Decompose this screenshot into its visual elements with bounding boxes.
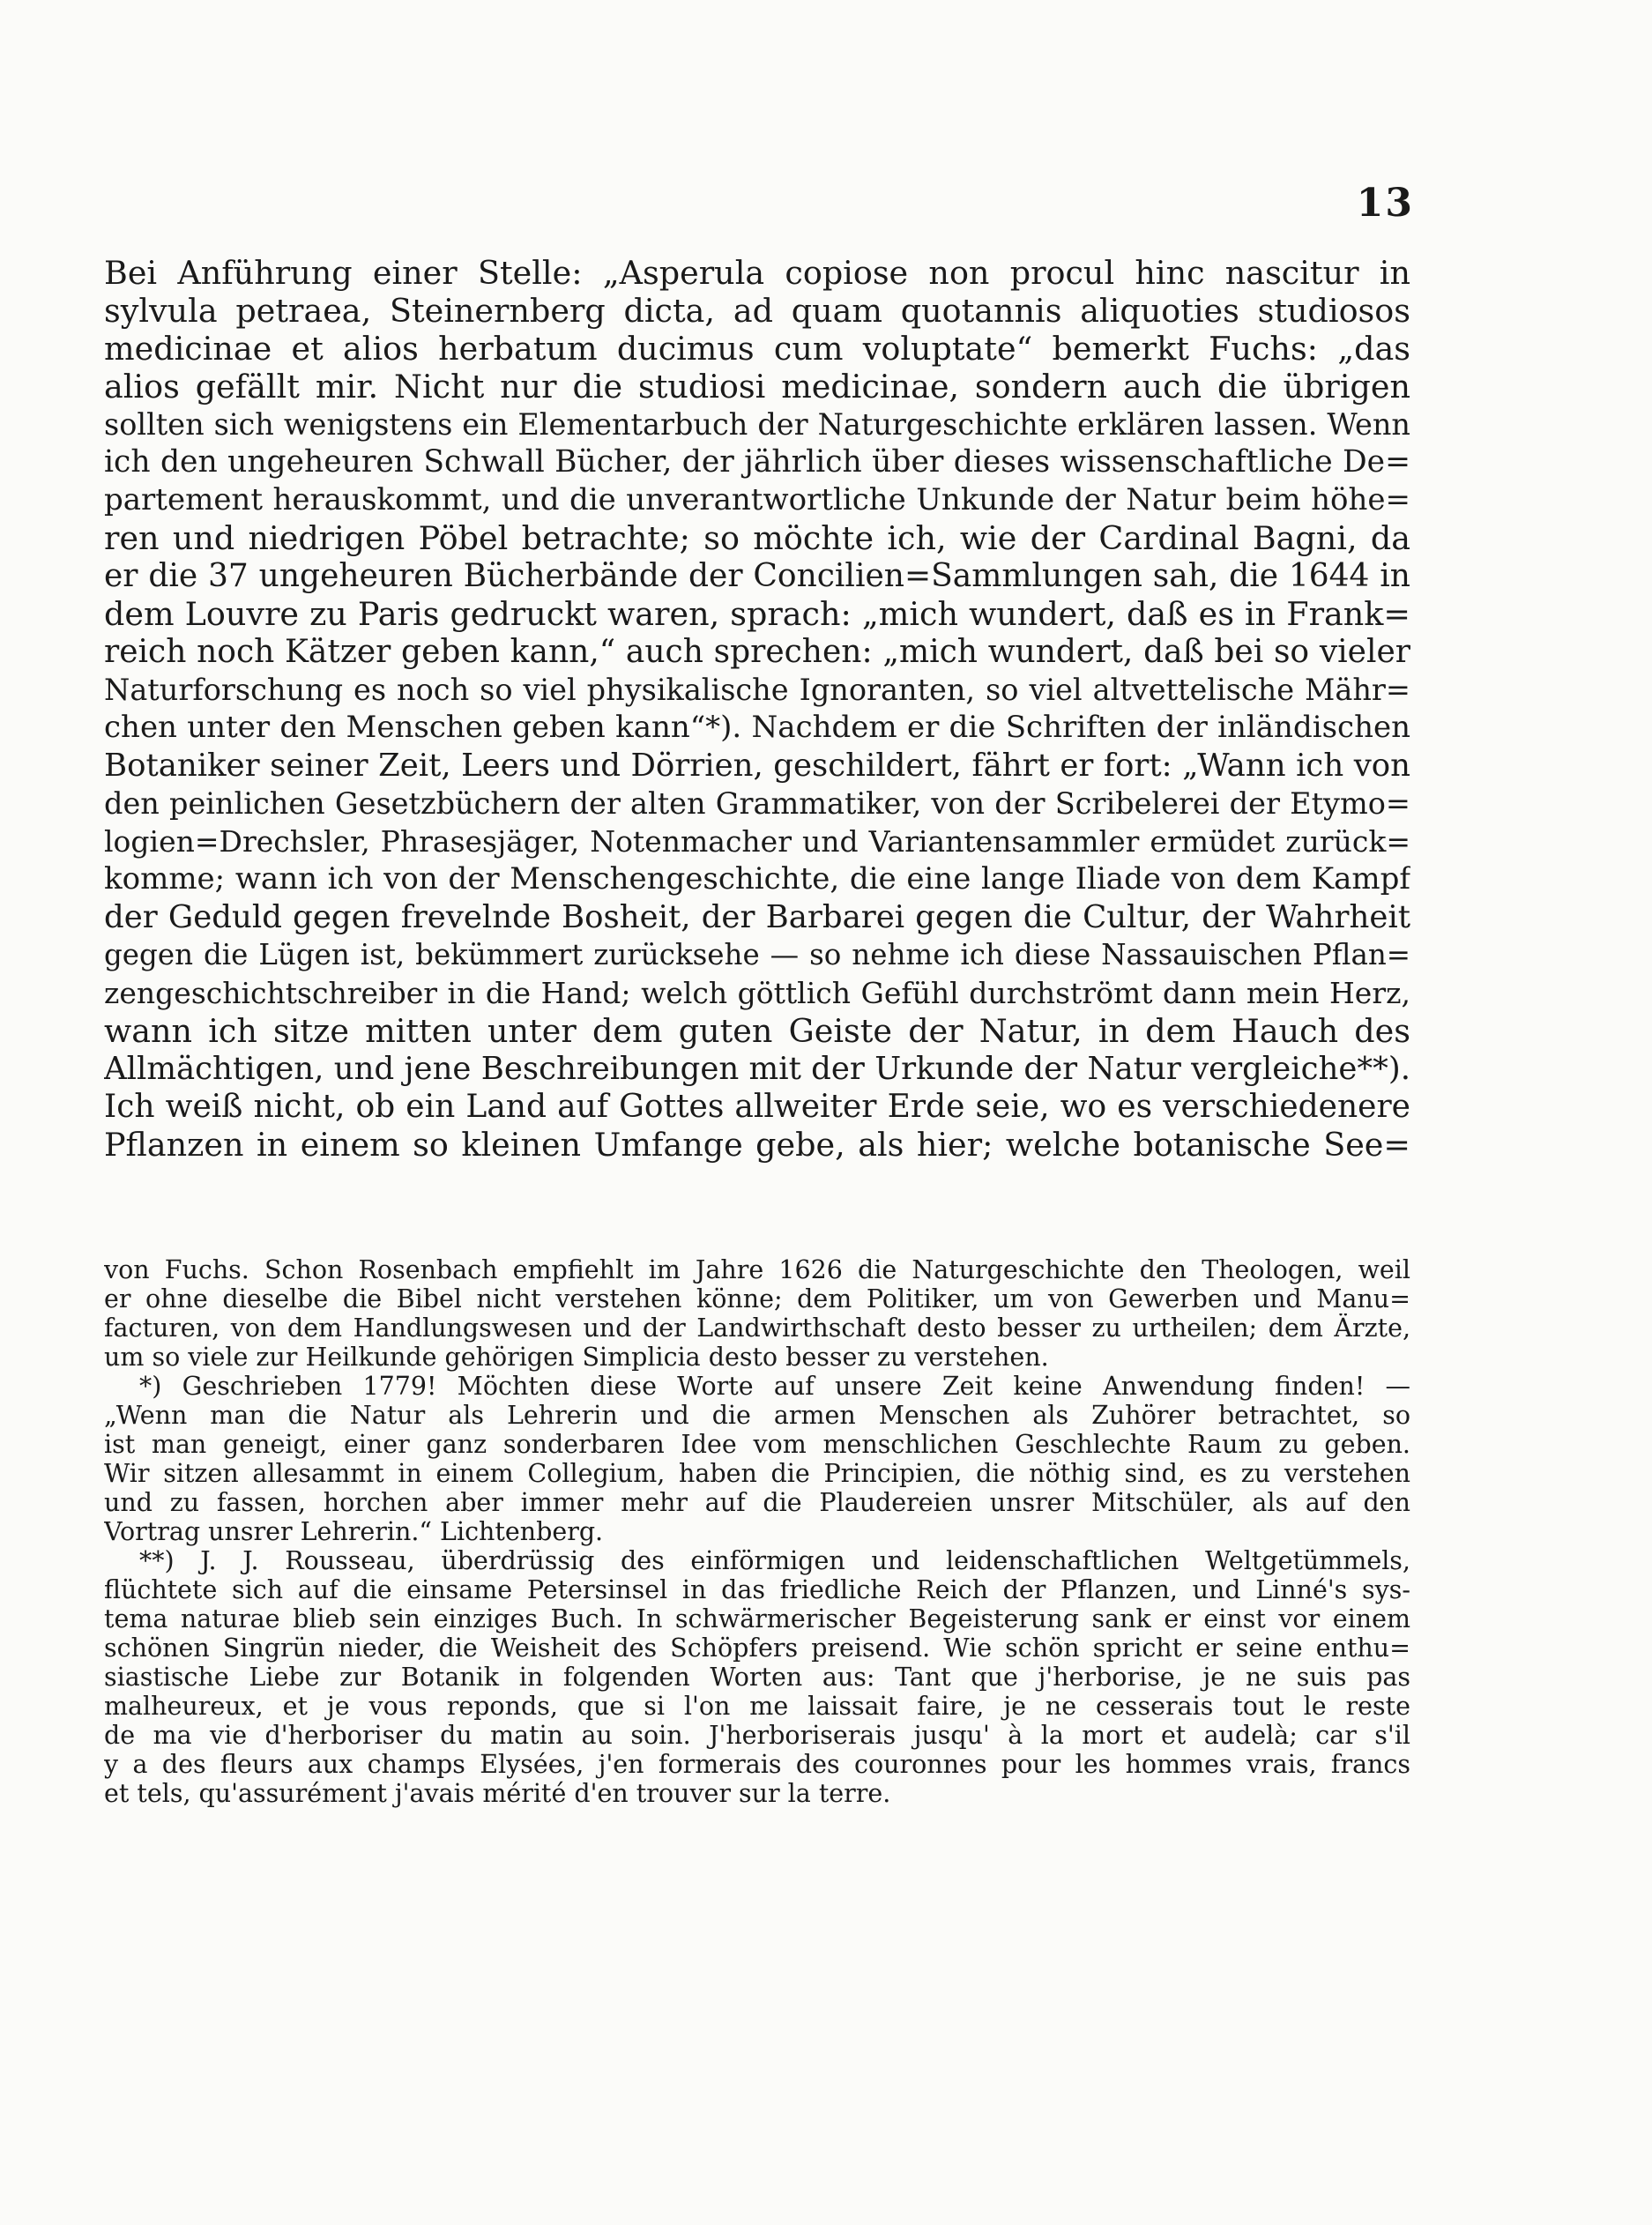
body-line: Ich weiß nicht, ob ein Land auf Gottes allweiter Erde seie, wo es verschiedenere [104, 1089, 1410, 1125]
footnote-line: „Wenn man die Natur als Lehrerin und die armen Menschen als Zuhörer betrachtet, so [104, 1401, 1410, 1430]
body-line: komme; wann ich von der Menschengeschichte, die eine lange Iliade von dem Kampf [104, 861, 1410, 897]
body-line: medicinae et alios herbatum ducimus cum voluptate“ bemerkt Fuchs: „das [104, 330, 1410, 368]
main-body-text [104, 254, 1410, 1164]
footnote-line: von Fuchs. Schon Rosenbach empfiehlt im Jahre 1626 die Naturgeschichte den Theologen, weil [104, 1255, 1410, 1284]
body-line: Pflanzen in einem so kleinen Umfange gebe, als hier; welche botanische See= [104, 1126, 1410, 1164]
body-line: Botaniker seiner Zeit, Leers und Dörrien, geschildert, fährt er fort: „Wann ich von [104, 748, 1410, 784]
body-line: sollten sich wenigstens ein Elementarbuch der Naturgeschichte erklären lassen. Wenn [104, 407, 1410, 442]
footnote-line: malheureux, et je vous reponds, que si l'on me laissait faire, je ne cesserais tout le reste [104, 1692, 1410, 1721]
body-line: logien=Drechsler, Phrasesjäger, Notenmacher und Variantensammler ermüdet zurück= [104, 824, 1410, 859]
body-line: Allmächtigen, und jene Beschreibungen mit der Urkunde der Natur vergleiche**). [104, 1051, 1410, 1087]
footnote-line: y a des fleurs aux champs Elysées, j'en formerais des couronnes pour les hommes vrais, francs [104, 1750, 1410, 1779]
footnote-line: Vortrag unsrer Lehrerin.“ Lichtenberg. [104, 1517, 604, 1546]
footnote-line: er ohne dieselbe die Bibel nicht verstehen könne; dem Politiker, um von Gewerben und Manu= [104, 1284, 1410, 1313]
body-line: dem Louvre zu Paris gedruckt waren, sprach: „mich wundert, daß es in Frank= [104, 595, 1410, 633]
body-line: wann ich sitze mitten unter dem guten Geiste der Natur, in dem Hauch des [104, 1012, 1410, 1050]
footnote-line: et tels, qu'assurément j'avais mérité d'en trouver sur la terre. [104, 1779, 891, 1808]
body-line: den peinlichen Gesetzbüchern der alten Grammatiker, von der Scribelerei der Etymo= [104, 786, 1410, 821]
footnote-line: um so viele zur Heilkunde gehörigen Simplicia desto besser zu verstehen. [104, 1343, 1049, 1372]
body-line: alios gefällt mir. Nicht nur die studiosi medicinae, sondern auch die übrigen [104, 368, 1410, 406]
body-line: partement herauskommt, und die unverantwortliche Unkunde der Natur beim höhe= [104, 482, 1410, 517]
body-line: er die 37 ungeheuren Bücherbände der Concilien=Sammlungen sah, die 1644 in [104, 558, 1410, 594]
footnote-line: flüchtete sich auf die einsame Petersinsel in das friedliche Reich der Pflanzen, und Linné's sys- [104, 1575, 1410, 1604]
footnote-line: tema naturae blieb sein einziges Buch. In schwärmerischer Begeisterung sank er einst vor einem [104, 1604, 1410, 1633]
footnote-line: und zu fassen, horchen aber immer mehr auf die Plaudereien unsrer Mitschüler, als auf den [104, 1488, 1410, 1517]
footnote-line: *) Geschrieben 1779! Möchten diese Worte auf unsere Zeit keine Anwendung finden! — [139, 1372, 1410, 1401]
footnote-line: Wir sitzen allesammt in einem Collegium, haben die Principien, die nöthig sind, es zu verstehen [104, 1459, 1410, 1488]
footnote-line: facturen, von dem Handlungswesen und der Landwirthschaft desto besser zu urtheilen; dem Ärzte, [104, 1313, 1410, 1343]
footnote-line: ist man geneigt, einer ganz sonderbaren Idee vom menschlichen Geschlechte Raum zu geben. [104, 1430, 1410, 1459]
body-line: reich noch Kätzer geben kann,“ auch sprechen: „mich wundert, daß bei so vieler [104, 634, 1410, 670]
body-line: ren und niedrigen Pöbel betrachte; so möchte ich, wie der Cardinal Bagni, da [104, 519, 1410, 557]
footnote-line: siastische Liebe zur Botanik in folgenden Worten aus: Tant que j'herborise, je ne suis pas [104, 1663, 1410, 1692]
body-line: gegen die Lügen ist, bekümmert zurücksehe — so nehme ich diese Nassauischen Pflan= [104, 938, 1410, 971]
footnotes [104, 1255, 1410, 1808]
body-line: Bei Anführung einer Stelle: „Asperula copiose non procul hinc nascitur in [104, 254, 1410, 292]
body-line: Naturforschung es noch so viel physikalische Ignoranten, so viel altvettelische Mähr= [104, 673, 1410, 707]
body-line: chen unter den Menschen geben kann“*). Nachdem er die Schriften der inländischen [104, 710, 1410, 745]
body-line: ich den ungeheuren Schwall Bücher, der jährlich über dieses wissenschaftliche De= [104, 444, 1410, 480]
body-line: der Geduld gegen frevelnde Bosheit, der Barbarei gegen die Cultur, der Wahrheit [104, 899, 1410, 935]
page-number: 13 [1356, 181, 1414, 226]
footnote-line: schönen Singrün nieder, die Weisheit des Schöpfers preisend. Wie schön spricht er seine enthu= [104, 1633, 1410, 1663]
footnote-line: **) J. J. Rousseau, überdrüssig des einförmigen und leidenschaftlichen Weltgetümmels, [139, 1546, 1410, 1575]
footnote-line: de ma vie d'herboriser du matin au soin. J'herboriserais jusqu' à la mort et audelà; car s'il [104, 1721, 1410, 1750]
body-line: sylvula petraea, Steinernberg dicta, ad quam quotannis aliquoties studiosos [104, 292, 1410, 330]
body-line: zengeschichtschreiber in die Hand; welch göttlich Gefühl durchströmt dann mein Herz, [104, 976, 1410, 1010]
